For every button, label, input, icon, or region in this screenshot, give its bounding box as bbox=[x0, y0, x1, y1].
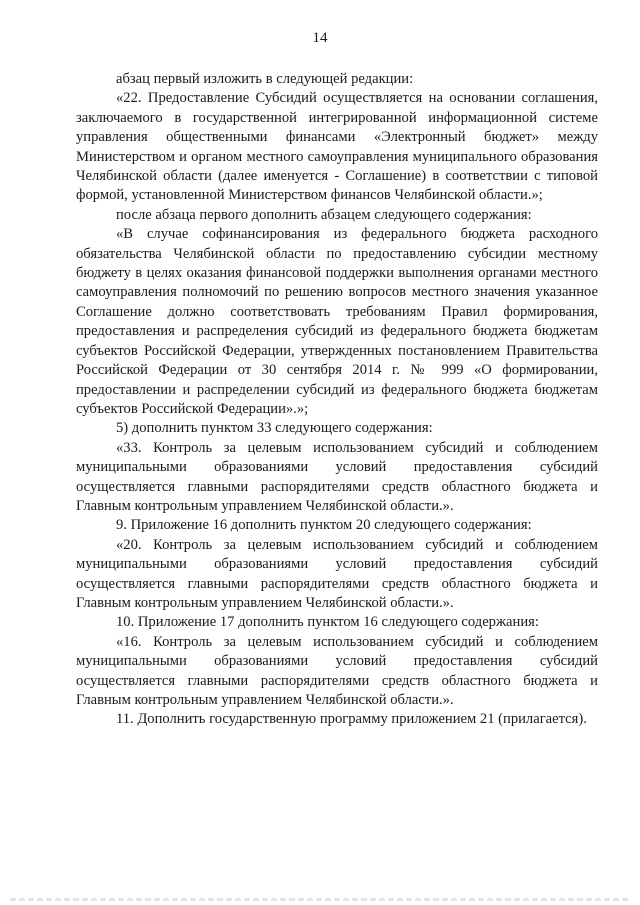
paragraph-add-after-first: после абзаца первого дополнить абзацем следующего содержания: bbox=[116, 206, 532, 223]
paragraph-item-16: «16. Контроль за целевым использованием субсидий и соблюдением муниципальными образованиями условий предоставления субсидий осуществляется главными распорядителями средств областного бюджета и Главным контрольным управлением Челябинской области.». bbox=[76, 633, 598, 708]
paragraph-item-33: «33. Контроль за целевым использованием субсидий и соблюдением муниципальными образованиями условий предоставления субсидий осуществляется главными распорядителями средств областного бюджета и Главным контрольным управлением Челябинской области.». bbox=[76, 439, 598, 514]
page-number: 14 bbox=[312, 30, 328, 46]
scan-bottom-edge bbox=[10, 898, 630, 901]
paragraph-appendix-17: 10. Приложение 17 дополнить пунктом 16 следующего содержания: bbox=[116, 614, 539, 631]
paragraph-item-20: «20. Контроль за целевым использованием субсидий и соблюдением муниципальными образованиями условий предоставления субсидий осуществляется главными распорядителями средств областного бюджета и Главным контрольным управлением Челябинской области.». bbox=[76, 536, 598, 611]
paragraph-appendix-16: 9. Приложение 16 дополнить пунктом 20 следующего содержания: bbox=[116, 517, 532, 534]
paragraph-appendix-21: 11. Дополнить государственную программу приложением 21 (прилагается). bbox=[116, 711, 587, 728]
paragraph-amend-intro: абзац первый изложить в следующей редакции: bbox=[116, 71, 414, 87]
paragraph-item-22: «22. Предоставление Субсидий осуществляется на основании соглашения, заключаемого в государственной интегрированной информационной системе управления общественными финансами «Электронный бюджет» между Министерством и органом местного самоуправления муниципального образования Челябинской области (далее именуется - Соглашение) в соответствии с типовой формой, установленной Министерством финансов Челябинской области.»; bbox=[76, 90, 598, 204]
document-body bbox=[76, 70, 598, 730]
paragraph-cofinancing: «В случае софинансирования из федерального бюджета расходного обязательства Челябинской области по предоставлению субсидии местному бюджету в целях оказания финансовой поддержки выполнения органами местного самоуправления полномочий по решению вопросов местного значения указанное Соглашение должно соответствовать требованиям Правил формирования, предоставления и распределения субсидий из федерального бюджета бюджетам субъектов Российской Федерации, утвержденных постановлением Правительства Российской Федерации от 30 сентября 2014 г. № 999 «О формировании, предоставлении и распределении субсидий из федерального бюджета бюджетам субъектов Российской Федерации».»; bbox=[76, 226, 598, 417]
paragraph-add-item-33: 5) дополнить пунктом 33 следующего содержания: bbox=[116, 420, 433, 437]
